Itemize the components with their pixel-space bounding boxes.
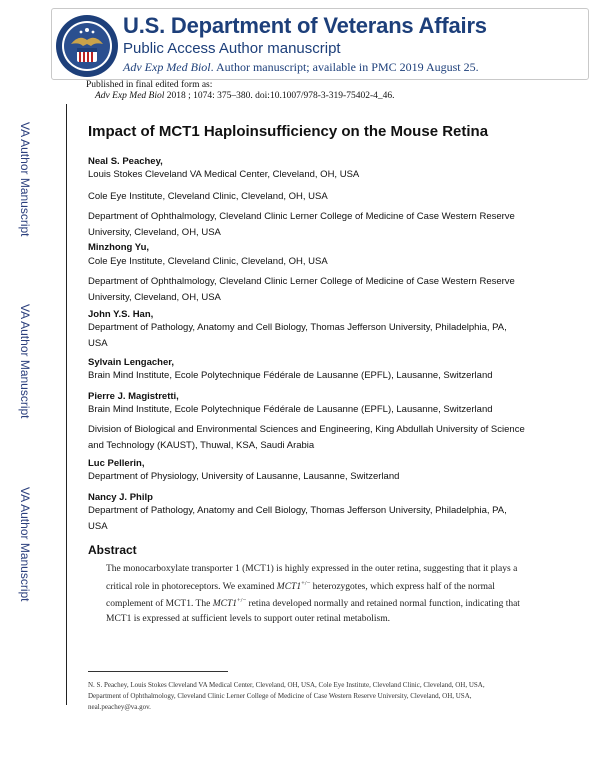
footnote-rule — [88, 671, 228, 672]
citation-details: 2018 ; 1074: 375–380. doi:10.1007/978-3-319-75402-4_46. — [164, 91, 395, 101]
author-name: Luc Pellerin, — [88, 458, 145, 469]
author-affiliation: Department of Pathology, Anatomy and Cell Biology, Thomas Jefferson University, Philadelphia, PA, USA — [88, 322, 507, 349]
author-affiliation: Department of Physiology, University of Lausanne, Lausanne, Switzerland — [88, 471, 400, 482]
author-name: Neal S. Peachey, — [88, 156, 163, 167]
header-title: U.S. Department of Veterans Affairs — [123, 13, 487, 38]
header-availability — [123, 60, 479, 75]
author-affiliation: Louis Stokes Cleveland VA Medical Center, Cleveland, OH, USA — [88, 169, 360, 180]
author-affiliation: Brain Mind Institute, Ecole Polytechnique Fédérale de Lausanne (EPFL), Lausanne, Switzerland — [88, 404, 493, 415]
author-affiliation: Department of Ophthalmology, Cleveland Clinic Lerner College of Medicine of Case Western Reserve University, Cleveland, OH, USA — [88, 211, 515, 238]
published-label: Published in final edited form as: — [86, 80, 213, 90]
journal-name: Adv Exp Med Biol — [123, 60, 211, 74]
footnote: N. S. Peachey, Louis Stokes Cleveland VA Medical Center, Cleveland, OH, USA, Cole Eye Institute, Cleveland Clinic, Cleveland, OH, USA, Department of Ophthalmology, Cleveland Clinic Lerner College of Medicine of Case Western Reserve University, Cleveland, OH, USA, neal.peachey@va.gov. — [88, 681, 485, 711]
author-affiliation: Division of Biological and Environmental Sciences and Engineering, King Abdullah University of Science and Technology (KAUST), Thuwal, KSA, Saudi Arabia — [88, 424, 525, 451]
sidebar-label-2: VA Author Manuscript — [18, 304, 32, 419]
author-name: Sylvain Lengacher, — [88, 357, 175, 368]
citation — [95, 91, 395, 101]
author-name: Pierre J. Magistretti, — [88, 391, 179, 402]
availability-text: . Author manuscript; available in PMC 2019 August 25. — [210, 60, 479, 74]
article-title: Impact of MCT1 Haploinsufficiency on the Mouse Retina — [88, 123, 489, 140]
citation-journal: Adv Exp Med Biol — [95, 91, 165, 101]
sidebar-label-3: VA Author Manuscript — [18, 487, 32, 602]
sidebar-label-1: VA Author Manuscript — [18, 122, 32, 237]
author-affiliation: Cole Eye Institute, Cleveland Clinic, Cleveland, OH, USA — [88, 256, 328, 267]
author-affiliation: Department of Ophthalmology, Cleveland Clinic Lerner College of Medicine of Case Western Reserve University, Cleveland, OH, USA — [88, 276, 515, 303]
margin-rule — [66, 104, 67, 705]
author-affiliation: Cole Eye Institute, Cleveland Clinic, Cleveland, OH, USA — [88, 191, 328, 202]
abstract-body: The monocarboxylate transporter 1 (MCT1) is highly expressed in the outer retina, suggesting that it plays a critical role in photoreceptors. We examined MCT1+/− heterozygotes, which express half of the normal complement of MCT1. The MCT1+/− retina developed normally and retained normal function, indicating that MCT1 is expressed at sufficient levels to support outer retinal metabolism. — [106, 564, 520, 624]
author-affiliation: Department of Pathology, Anatomy and Cell Biology, Thomas Jefferson University, Philadelphia, PA, USA — [88, 505, 507, 532]
author-name: John Y.S. Han, — [88, 309, 154, 320]
va-seal-logo — [55, 14, 119, 78]
abstract-heading: Abstract — [88, 543, 137, 557]
author-name: Nancy J. Philp — [88, 492, 153, 503]
author-name: Minzhong Yu, — [88, 242, 150, 253]
header-subtitle: Public Access Author manuscript — [123, 40, 341, 57]
author-affiliation: Brain Mind Institute, Ecole Polytechnique Fédérale de Lausanne (EPFL), Lausanne, Switzerland — [88, 370, 493, 381]
